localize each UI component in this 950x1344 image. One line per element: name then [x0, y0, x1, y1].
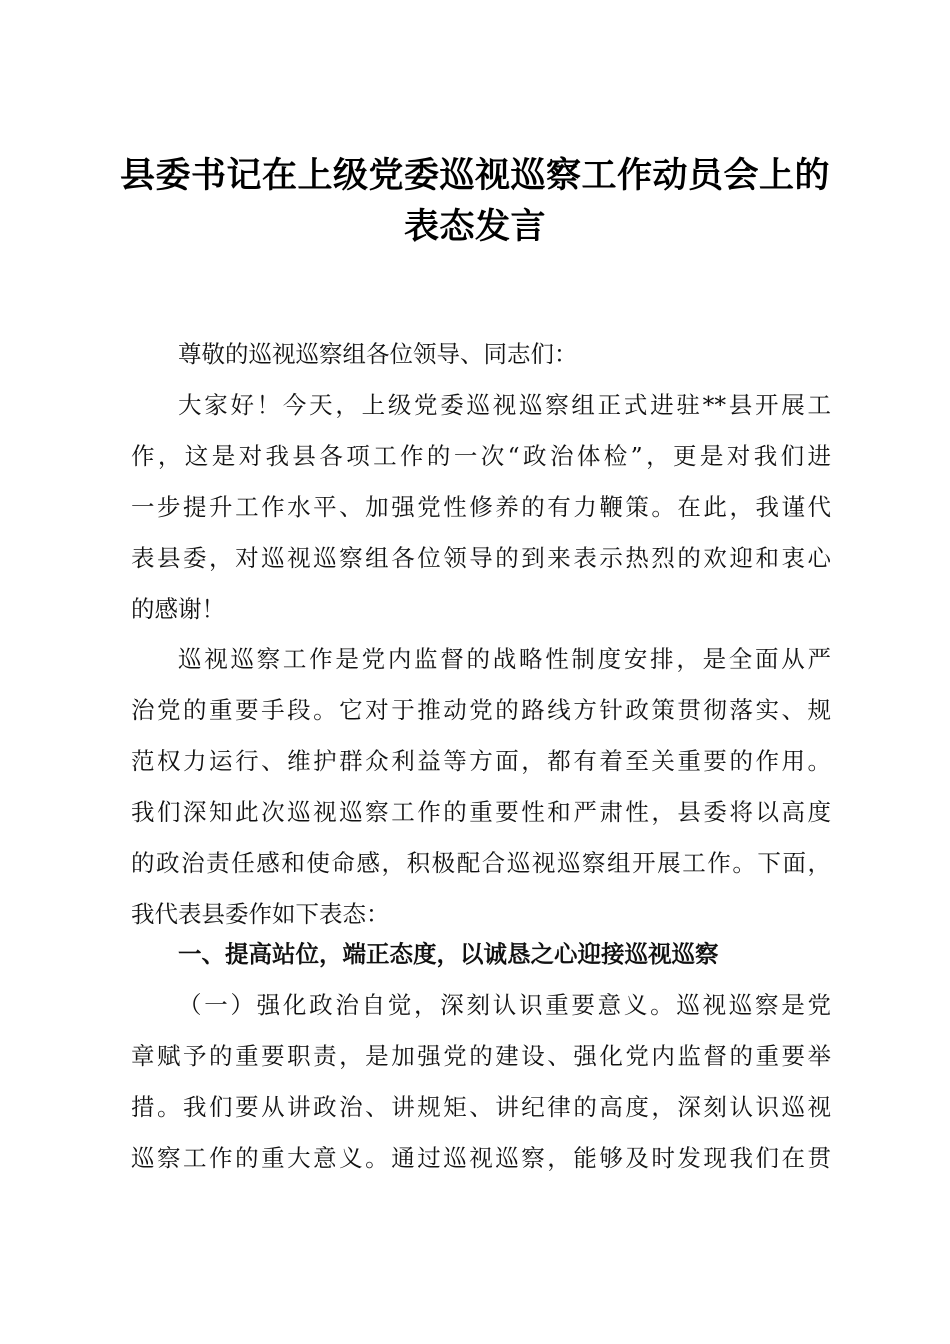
paragraph-line: 章赋予的重要职责，是加强党的建设、强化党内监督的重要举 [131, 1042, 831, 1070]
paragraph-line: 我们深知此次巡视巡察工作的重要性和严肃性，县委将以高度 [131, 798, 831, 826]
document-title-line-2: 表态发言 [403, 206, 546, 247]
salutation: 尊敬的巡视巡察组各位领导、同志们： [178, 340, 578, 368]
paragraph-line: 一步提升工作水平、加强党性修养的有力鞭策。在此，我谨代 [131, 493, 831, 521]
paragraph-line: 作，这是对我县各项工作的一次“政治体检”，更是对我们进 [131, 442, 831, 470]
paragraph-line: 的政治责任感和使命感，积极配合巡视巡察组开展工作。下面， [131, 849, 831, 877]
paragraph-line: 措。我们要从讲政治、讲规矩、讲纪律的高度，深刻认识巡视 [131, 1093, 831, 1121]
paragraph-line: 治党的重要手段。它对于推动党的路线方针政策贯彻落实、规 [131, 696, 831, 724]
paragraph-line: 大家好！今天，上级党委巡视巡察组正式进驻**县开展工 [178, 391, 831, 419]
paragraph-line: 我代表县委作如下表态： [131, 900, 390, 928]
paragraph-line: 巡察工作的重大意义。通过巡视巡察，能够及时发现我们在贯 [131, 1144, 831, 1172]
paragraph-line: （一）强化政治自觉，深刻认识重要意义。巡视巡察是党 [178, 991, 831, 1019]
section-heading: 一、提高站位，端正态度，以诚恳之心迎接巡视巡察 [178, 940, 719, 968]
paragraph-line: 表县委，对巡视巡察组各位领导的到来表示热烈的欢迎和衷心 [131, 544, 831, 572]
document-title-line-1: 县委书记在上级党委巡视巡察工作动员会上的 [119, 155, 830, 196]
paragraph-line: 巡视巡察工作是党内监督的战略性制度安排，是全面从严 [178, 645, 831, 673]
paragraph-line: 的感谢！ [131, 595, 225, 623]
paragraph-line: 范权力运行、维护群众利益等方面，都有着至关重要的作用。 [131, 747, 831, 775]
